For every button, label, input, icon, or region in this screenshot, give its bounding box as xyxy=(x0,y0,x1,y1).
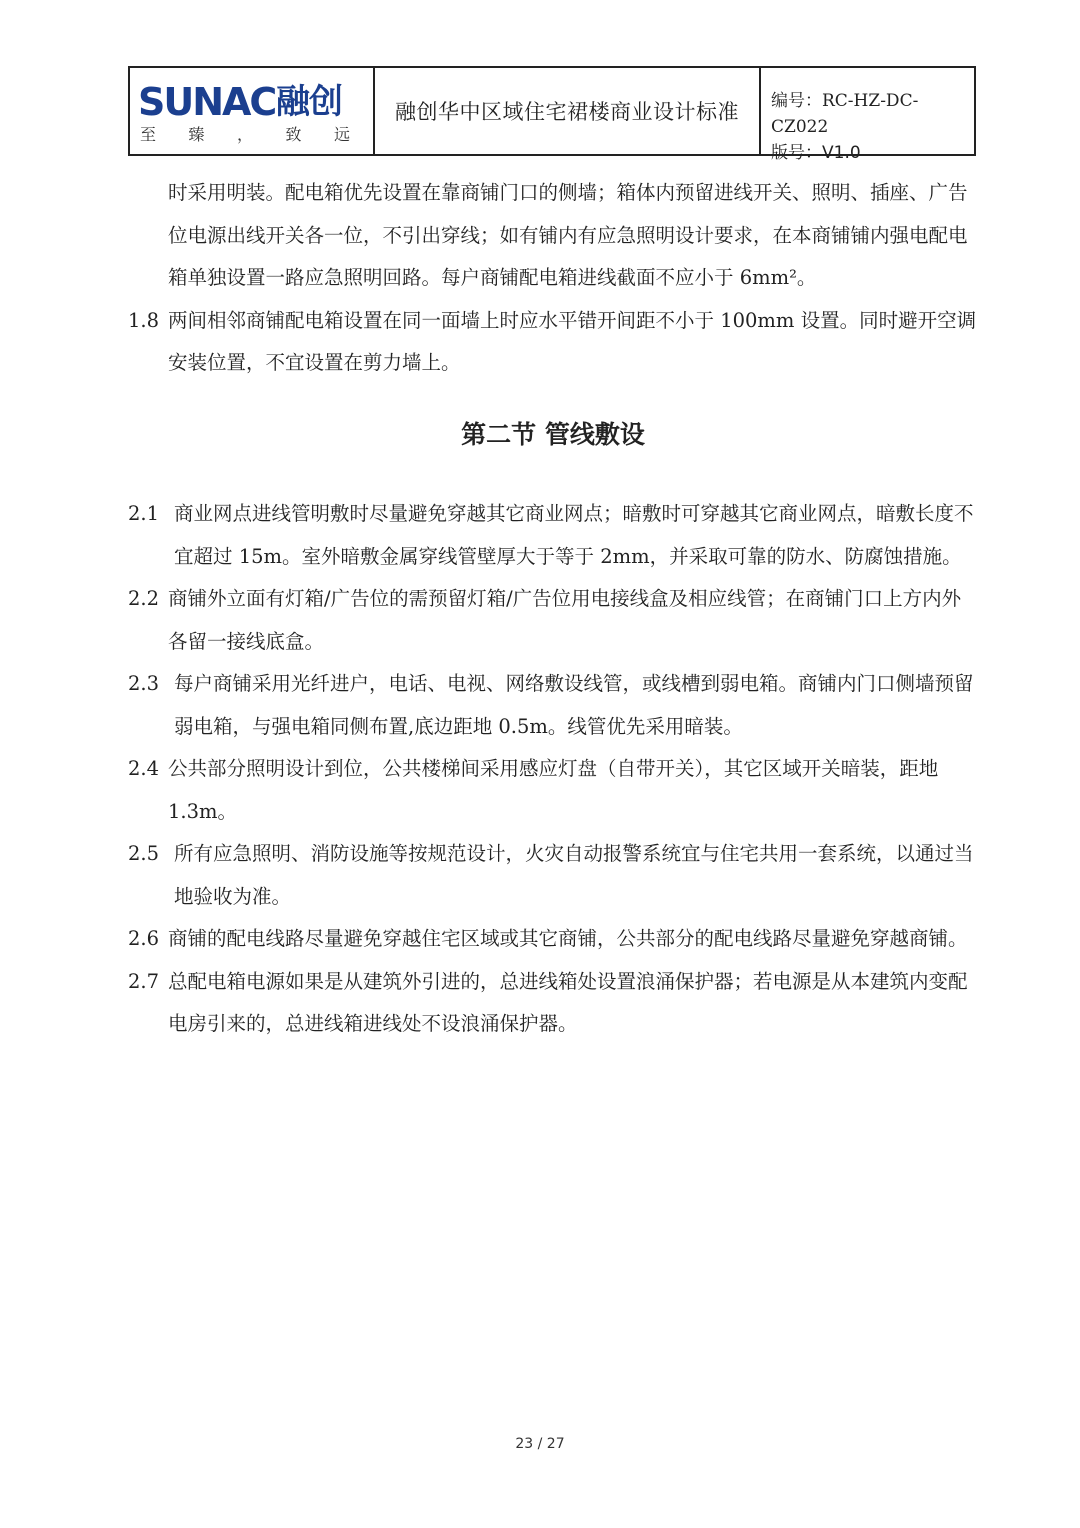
paragraph-text: 时采用明装。配电箱优先设置在靠商铺门口的侧墙；箱体内预留进线开关、照明、插座、广告位电源出线开关各一位，不引出穿线；如有铺内有应急照明设计要求，在本商铺铺内强电配电箱单独设置一路应急照明回路。每户商铺配电箱进线截面不应小于 6mm²。 xyxy=(168,181,968,289)
item-text: 每户商铺采用光纤进户，电话、电视、网络敷设线管，或线槽到弱电箱。商铺内门口侧墙预留弱电箱，与强电箱同侧布置,底边距地 0.5m。线管优先采用暗装。 xyxy=(174,672,974,738)
item-text: 公共部分照明设计到位，公共楼梯间采用感应灯盘（自带开关），其它区域开关暗装，距地 1.3m。 xyxy=(168,757,939,823)
slogan-char: 致 xyxy=(285,125,302,144)
version-label: 版号： xyxy=(771,143,822,163)
sunac-logo-chinese: 融创 xyxy=(276,82,342,122)
slogan-char: 至 xyxy=(140,125,157,144)
item-2-3 xyxy=(128,663,978,748)
item-text: 总配电箱电源如果是从建筑外引进的，总进线箱处设置浪涌保护器；若电源是从本建筑内变配电房引来的，总进线箱进线处不设浪涌保护器。 xyxy=(168,969,968,1035)
item-number: 2.7 xyxy=(128,969,160,993)
slogan-char: ， xyxy=(236,125,253,144)
slogan-char: 远 xyxy=(333,125,350,144)
item-2-7 xyxy=(128,961,978,1046)
document-body xyxy=(128,172,978,1046)
document-code xyxy=(771,88,974,140)
version-value: V1.0 xyxy=(822,143,861,163)
document-header xyxy=(128,66,976,163)
item-2-2 xyxy=(128,578,978,663)
item-2-6 xyxy=(128,918,978,961)
item-text: 商业网点进线管明敷时尽量避免穿越其它商业网点；暗敷时可穿越其它商业网点，暗敷长度不宜超过 15m。室外暗敷金属穿线管壁厚大于等于 2mm，并采取可靠的防水、防腐蚀措施。 xyxy=(174,502,974,568)
document-meta xyxy=(761,68,974,163)
continuation-paragraph xyxy=(128,172,978,300)
item-number: 2.1 xyxy=(128,502,160,525)
sunac-logo: SUNAC xyxy=(138,80,276,124)
slogan-char: 臻 xyxy=(188,125,205,144)
item-text: 商铺外立面有灯箱/广告位的需预留灯箱/广告位用电接线盒及相应线管；在商铺门口上方内外各留一接线底盒。 xyxy=(168,587,962,653)
item-number: 2.6 xyxy=(128,927,160,950)
item-2-1 xyxy=(128,493,978,578)
item-2-4 xyxy=(128,748,978,833)
item-number: 2.2 xyxy=(128,587,160,610)
code-value: RC-HZ-DC-CZ022 xyxy=(771,91,919,137)
document-title: 融创华中区域住宅裙楼商业设计标准 xyxy=(375,68,761,154)
item-number: 1.8 xyxy=(128,308,160,332)
item-2-5 xyxy=(128,833,978,918)
section-title: 第二节 管线敷设 xyxy=(461,419,645,449)
logo-cell xyxy=(130,68,375,154)
item-number: 2.5 xyxy=(128,842,160,865)
page-number: 23 / 27 xyxy=(515,1436,565,1452)
code-label: 编号： xyxy=(771,91,822,111)
logo-slogan xyxy=(140,122,350,145)
item-text: 两间相邻商铺配电箱设置在同一面墙上时应水平错开间距不小于 100mm 设置。同时避开空调安装位置，不宜设置在剪力墙上。 xyxy=(168,308,977,374)
item-1-8 xyxy=(128,300,978,385)
item-text: 所有应急照明、消防设施等按规范设计，火灾自动报警系统宜与住宅共用一套系统，以通过当地验收为准。 xyxy=(174,842,974,908)
item-number: 2.3 xyxy=(128,672,160,695)
item-text: 商铺的配电线路尽量避免穿越住宅区域或其它商铺，公共部分的配电线路尽量避免穿越商铺。 xyxy=(168,927,968,950)
document-version xyxy=(771,140,974,166)
item-number: 2.4 xyxy=(128,757,160,780)
